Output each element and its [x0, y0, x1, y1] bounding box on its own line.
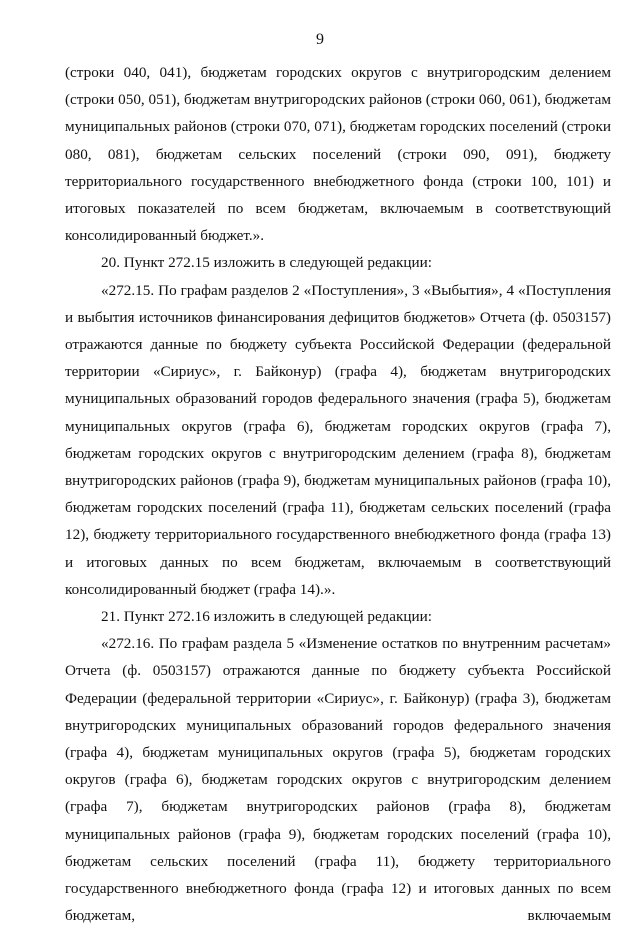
page-number: 9: [316, 31, 324, 48]
paragraph-quote-272-15: «272.15. По графам разделов 2 «Поступления», 3 «Выбытия», 4 «Поступления и выбытия источников финансирования дефицитов бюджетов» Отчета (ф. 0503157) отражаются данные по бюджету субъекта Российской Федерации (федеральной территории «Сириус», г. Байконур) (графа 4), бюджетам внутригородских муниципальных образований городов федерального значения (графа 5), бюджетам муниципальных округов (графа 6), бюджетам городских округов (графа 7), бюджетам городских округов с внутригородским делением (графа 8), бюджетам внутригородских районов (графа 9), бюджетам муниципальных районов (графа 10), бюджетам городских поселений (графа 11), бюджетам сельских поселений (графа 12), бюджету территориального государственного внебюджетного фонда (графа 13) и итоговых данных по всем бюджетам, включаемым в соответствующий консолидированный бюджет (графа 14).».: [65, 281, 611, 598]
paragraph-continuation: (строки 040, 041), бюджетам городских округов с внутригородским делением (строки 050, 051), бюджетам внутригородских районов (строки 060, 061), бюджетам муниципальных районов (строки 070, 071), бюджетам городских поселений (строки 080, 081), бюджетам сельских поселений (строки 090, 091), бюджету территориального государственного внебюджетного фонда (строки 100, 101) и итоговых показателей по всем бюджетам, включаемым в соответствующий консолидированный бюджет.».: [65, 64, 611, 245]
paragraph-item-21: 21. Пункт 272.16 изложить в следующей редакции:: [101, 608, 432, 626]
document-body: [65, 59, 611, 930]
paragraph-quote-272-16: «272.16. По графам раздела 5 «Изменение остатков по внутренним расчетам» Отчета (ф. 0503157) отражаются данные по бюджету субъекта Российской Федерации (федеральной территории «Сириус», г. Байконур) (графа 3), бюджетам внутригородских муниципальных образований городов федерального значения (графа 4), бюджетам муниципальных округов (графа 5), бюджетам городских округов (графа 6), бюджетам городских округов с внутригородским делением (графа 7), бюджетам внутригородских районов (графа 8), бюджетам муниципальных районов (графа 9), бюджетам городских поселений (графа 10), бюджетам сельских поселений (графа 11), бюджету территориального государственного внебюджетного фонда (графа 12) и итоговых данных по всем бюджетам, включаемым: [65, 635, 611, 925]
paragraph-item-20: 20. Пункт 272.15 изложить в следующей редакции:: [101, 254, 432, 272]
